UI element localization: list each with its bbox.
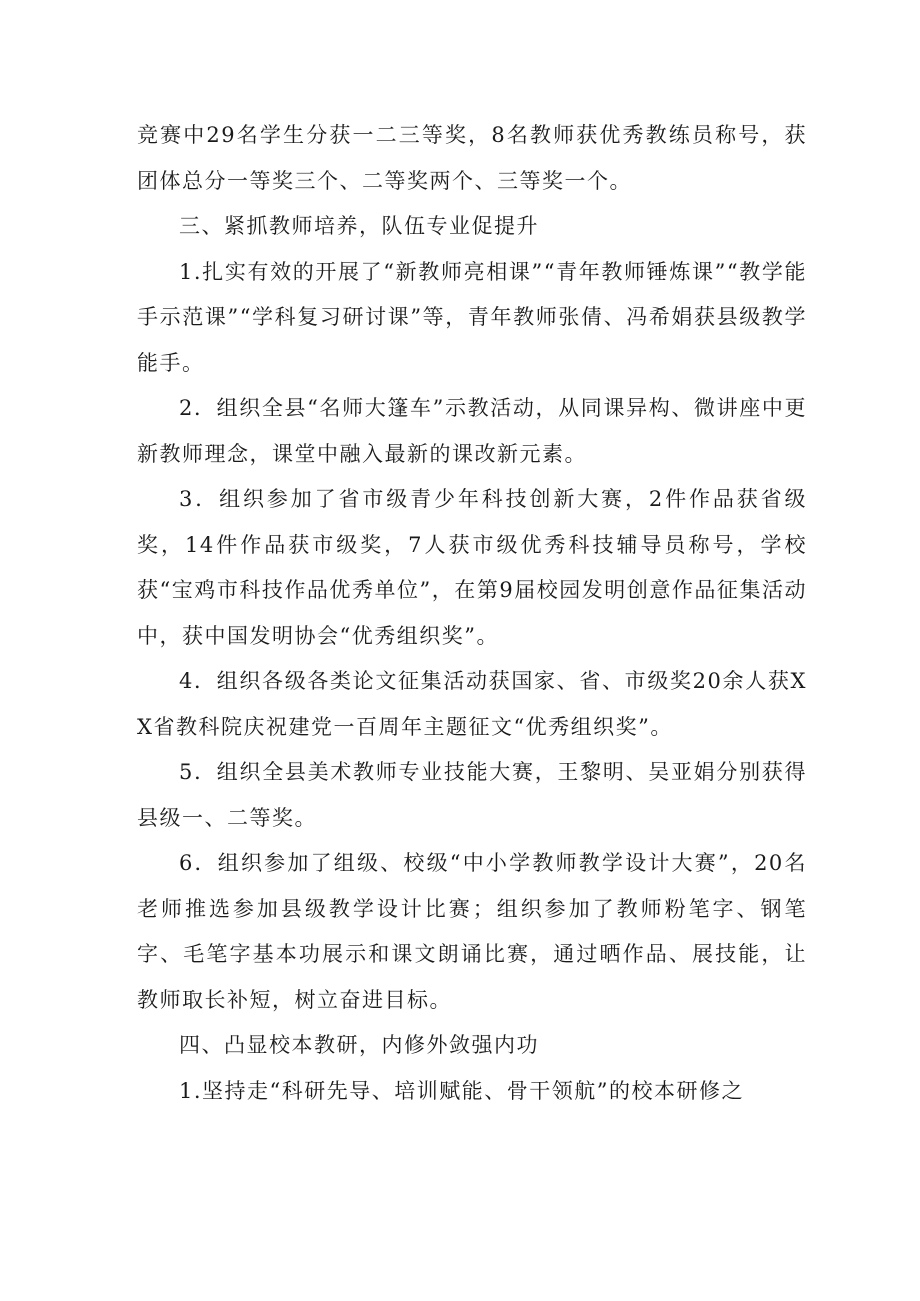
section-heading-three: 三、紧抓教师培养，队伍专业促提升 [179, 214, 539, 238]
section-heading-four: 四、凸显校本教研，内修外敛强内功 [179, 1033, 539, 1057]
list-item-3-5: 5．组织全县美术教师专业技能大赛，王黎明、吴亚娟分别获得县级一、二等奖。 [137, 760, 807, 830]
list-item-3-1: 1.扎实有效的开展了“新教师亮相课”“青年教师锤炼课”“教学能手示范课”“学科复习研讨课”等，青年教师张倩、冯希娟获县级教学能手。 [137, 259, 807, 375]
list-item-3-2: 2．组织全县“名师大篷车”示教活动，从同课异构、微讲座中更新教师理念，课堂中融入最新的课改新元素。 [137, 396, 807, 466]
list-item-3-3: 3．组织参加了省市级青少年科技创新大赛，2件作品获省级奖，14件作品获市级奖，7人获市级优秀科技辅导员称号，学校获“宝鸡市科技作品优秀单位”，在第9届校园发明创意作品征集活动中，获中国发明协会“优秀组织奖”。 [137, 487, 807, 648]
paragraph-continuation: 竞赛中29名学生分获一二三等奖，8名教师获优秀教练员称号，获团体总分一等奖三个、二等奖两个、三等奖一个。 [137, 123, 807, 193]
list-item-4-1: 1.坚持走“科研先导、培训赋能、骨干领航”的校本研修之 [179, 1078, 745, 1103]
list-item-3-6: 6．组织参加了组级、校级“中小学教师教学设计大赛”，20名老师推选参加县级教学设计比赛；组织参加了教师粉笔字、钢笔字、毛笔字基本功展示和课文朗诵比赛，通过晒作品、展技能，让教师取长补短，树立奋进目标。 [137, 851, 807, 1012]
document-body [137, 113, 807, 1114]
list-item-3-4: 4．组织各级各类论文征集活动获国家、省、市级奖20余人获XX省教科院庆祝建党一百周年主题征文“优秀组织奖”。 [137, 669, 807, 739]
